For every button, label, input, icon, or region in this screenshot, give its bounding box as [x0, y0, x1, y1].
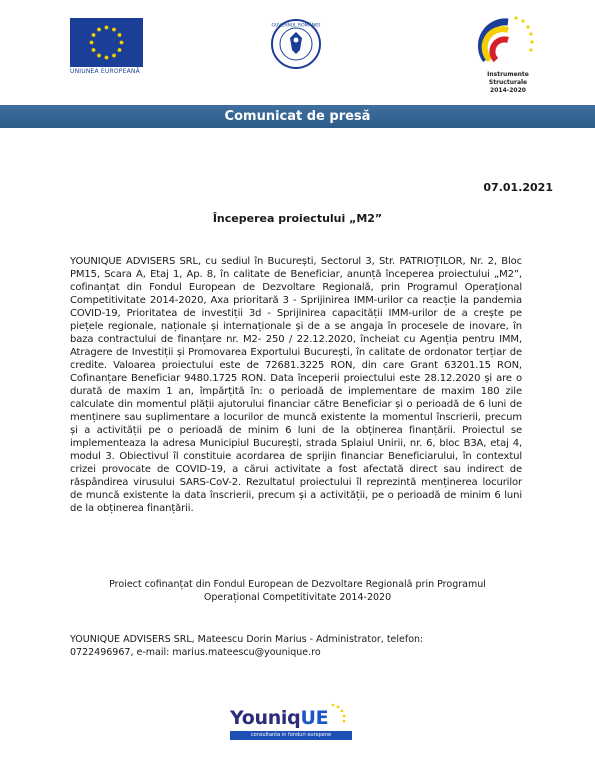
document-title: Începerea proiectului „M2” [212, 212, 383, 225]
eu-star-icon [112, 28, 116, 32]
eu-star-icon [105, 56, 109, 60]
contact-info: YOUNIQUE ADVISERS SRL, Mateescu Dorin Marius - Administrator, telefon: 0722496967, e-mail: marius.mateescu@younique.ro [70, 634, 424, 658]
government-seal-icon [270, 18, 322, 70]
eu-star-icon [97, 28, 101, 32]
structural-instruments-icon [478, 12, 538, 68]
eu-star-icon [120, 41, 124, 45]
eu-star-icon [118, 33, 122, 37]
cofinance-note: Proiect cofinanțat din Fondul European de Dezvoltare Regională prin Programul Operațional Competitivitate 2014-2020 [109, 579, 486, 603]
structural-instruments-caption: Instrumente Structurale 2014-2020 [487, 71, 529, 94]
document-date: 07.01.2021 [483, 181, 553, 194]
eu-flag-icon [70, 18, 143, 67]
logo-bar [0, 0, 595, 100]
document-body: YOUNIQUE ADVISERS SRL, cu sediul în București, Sectorul 3, Str. PATRIOȚILOR, Nr. 2, Bloc PM15, Scara A, Etaj 1, Ap. 8, în calitate de Beneficiar, anunță începerea proiectului „M2”, cofinanțat din Fondul European de Dezvoltare Regională, prin Programul Operațional Competitivitate 2014-2020, Axa prioritară 3 - Sprijinirea IMM-urilor ca reacție la pandemia COVID-19, Prioritatea de investiții 3d - Sprijinirea capacității IMM-urilor de a crește pe piețele regionale, naționale și internaționale și de a se angaja în procesele de inovare, în baza contractului de finanțare nr. M2- 250 / 22.12.2020, încheiat cu Agenția pentru IMM, Atragere de Investiții și Promovarea Exportului București, în calitate de ordonator terțiar de credite. Valoarea proiectului este de 72681.3225 RON, din care Grant 63201.15 RON, Cofinanțare Beneficiar 9480.1725 RON. Data începerii proiectului este 28.12.2020 și are o durată de maxim 1 an, împărțită în: o perioadă de implementare de maxim 180 zile calculate din momentul plății ajutorului financiar către Beneficiar și o perioadă de 6 luni de menținere sau suplimentare a locurilor de muncă existente la momentul înscrierii, precum și a activității pe o perioadă de minim 6 luni de la obținerea finanțării. Proiectul se implementeaza la adresa Municipiul București, strada Splaiul Unirii, nr. 6, bloc B3A, etaj 4, modul 3. Obiectivul îl constituie acordarea de sprijin financiar Beneficiarului, în contextul crizei provocate de COVID-19, a cărui activitate a fost afectată direct sau indirect de răspândirea virusului SARS-CoV-2. Rezultatul proiectului îl reprezintă menținerea locurilor de muncă existente la data înscrierii, precum și a activității, pe o perioadă de minim 6 luni de la obținerea finanțării. [70, 256, 522, 514]
eu-star-icon [97, 54, 101, 58]
eu-star-icon [90, 41, 94, 45]
eu-caption: UNIUNEA EUROPEANĂ [70, 68, 140, 75]
svg-text:GUVERNUL ROMÂNIEI: GUVERNUL ROMÂNIEI [271, 23, 321, 29]
brand-tagline: consultanta in fonduri europene [230, 731, 352, 740]
eu-star-icon [118, 48, 122, 52]
younique-logo-icon [230, 702, 352, 740]
eu-star-icon [92, 48, 96, 52]
eu-star-icon [105, 26, 109, 30]
eu-star-icon [92, 33, 96, 37]
brand-name: Youniq UE [230, 702, 352, 729]
press-release-banner: Comunicat de presă [0, 105, 595, 128]
eu-star-icon [112, 54, 116, 58]
star-arc-icon [329, 702, 347, 724]
